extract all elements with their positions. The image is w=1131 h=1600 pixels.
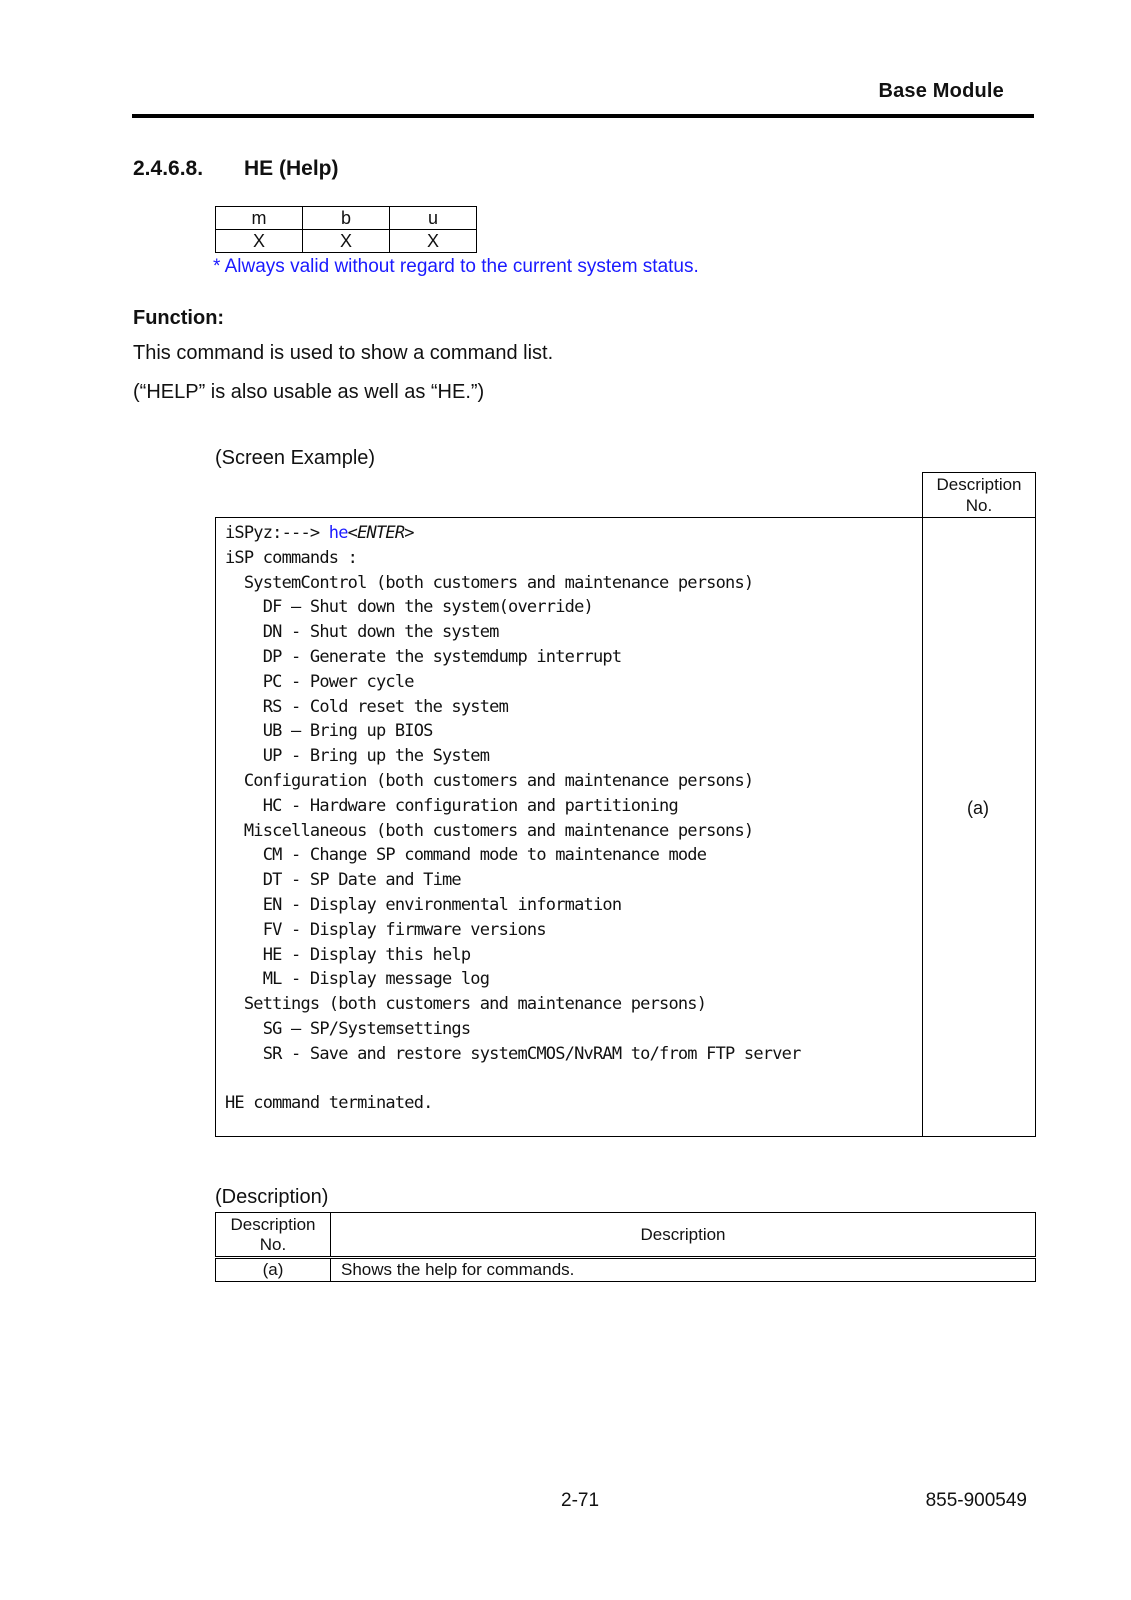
- section-number: 2.4.6.8.: [133, 157, 204, 180]
- terminal-line: PC - Power cycle: [225, 671, 414, 692]
- description-no-column-header: [216, 1213, 331, 1258]
- terminal-line: SystemControl (both customers and maintenance persons): [225, 572, 754, 593]
- description-no-column-header-line2: No.: [259, 1234, 287, 1254]
- description-column-header: Description: [331, 1213, 1036, 1258]
- mode-table: [215, 206, 477, 253]
- terminal-line: UB – Bring up BIOS: [225, 721, 433, 742]
- terminal-line: DT - SP Date and Time: [225, 870, 461, 891]
- validity-note: * Always valid without regard to the current system status.: [213, 256, 699, 277]
- description-caption: (Description): [215, 1186, 329, 1208]
- section-title: HE (Help): [244, 157, 339, 180]
- mode-header-b: b: [303, 207, 390, 230]
- terminal-lines: [225, 546, 915, 1116]
- function-text-line2: (“HELP” is also usable as well as “HE.”): [133, 381, 485, 403]
- mode-table-header-row: [216, 207, 477, 230]
- description-table: [215, 1212, 1036, 1282]
- terminal-line: EN - Display environmental information: [225, 894, 622, 915]
- terminal-line: RS - Cold reset the system: [225, 696, 509, 717]
- terminal-output: [225, 521, 915, 1116]
- page-number: 2-71: [561, 1490, 600, 1511]
- terminal-command: he: [328, 523, 348, 543]
- terminal-line: UP - Bring up the System: [225, 746, 490, 767]
- mode-value-b: X: [303, 230, 390, 253]
- terminal-line: SR - Save and restore systemCMOS/NvRAM to/from FTP server: [225, 1043, 801, 1064]
- terminal-line: CM - Change SP command mode to maintenance mode: [225, 845, 707, 866]
- terminal-line: ML - Display message log: [225, 969, 490, 990]
- mode-header-u: u: [390, 207, 477, 230]
- screen-divider: [922, 518, 923, 1136]
- description-no-header-line1: Description: [936, 475, 1022, 494]
- table-row: [216, 1258, 1036, 1282]
- terminal-line: Configuration (both customers and maintenance persons): [225, 770, 754, 791]
- function-text-line1: This command is used to show a command list.: [133, 342, 554, 364]
- document-number: 855-900549: [925, 1490, 1027, 1511]
- terminal-prompt-line: [225, 521, 915, 546]
- screen-example-table: [215, 472, 1036, 1137]
- terminal-line: SG – SP/Systemsettings: [225, 1018, 471, 1039]
- mode-header-m: m: [216, 207, 303, 230]
- terminal-line: HE - Display this help: [225, 944, 471, 965]
- screen-description-ref: (a): [967, 798, 989, 818]
- terminal-line: [225, 1067, 915, 1092]
- terminal-line: DN - Shut down the system: [225, 622, 499, 643]
- terminal-line: Settings (both customers and maintenance persons): [225, 994, 707, 1015]
- terminal-line: HE command terminated.: [225, 1093, 433, 1114]
- function-heading: Function:: [133, 307, 225, 329]
- mode-table-value-row: [216, 230, 477, 253]
- description-row-text: Shows the help for commands.: [331, 1258, 1036, 1282]
- description-no-column-header-line1: Description: [230, 1214, 316, 1234]
- mode-value-m: X: [216, 230, 303, 253]
- terminal-line: DP - Generate the systemdump interrupt: [225, 646, 622, 667]
- screen-body: [215, 517, 1036, 1137]
- terminal-line: DF – Shut down the system(override): [225, 597, 593, 618]
- description-table-header-row: [216, 1213, 1036, 1258]
- section-heading: [133, 157, 339, 181]
- description-no-header: [922, 472, 1036, 517]
- terminal-line: FV - Display firmware versions: [225, 919, 546, 940]
- description-no-header-line2: No.: [965, 496, 993, 515]
- description-row-no: (a): [216, 1258, 331, 1282]
- mode-value-u: X: [390, 230, 477, 253]
- terminal-prompt: iSPyz:--->: [225, 523, 329, 543]
- header-title: Base Module: [878, 80, 1004, 102]
- header-rule: [132, 114, 1034, 118]
- terminal-enter-key: <ENTER>: [347, 523, 414, 543]
- terminal-line: Miscellaneous (both customers and maintenance persons): [225, 820, 754, 841]
- screen-example-caption: (Screen Example): [215, 447, 376, 469]
- terminal-line: HC - Hardware configuration and partitioning: [225, 795, 678, 816]
- terminal-line: iSP commands :: [225, 547, 358, 568]
